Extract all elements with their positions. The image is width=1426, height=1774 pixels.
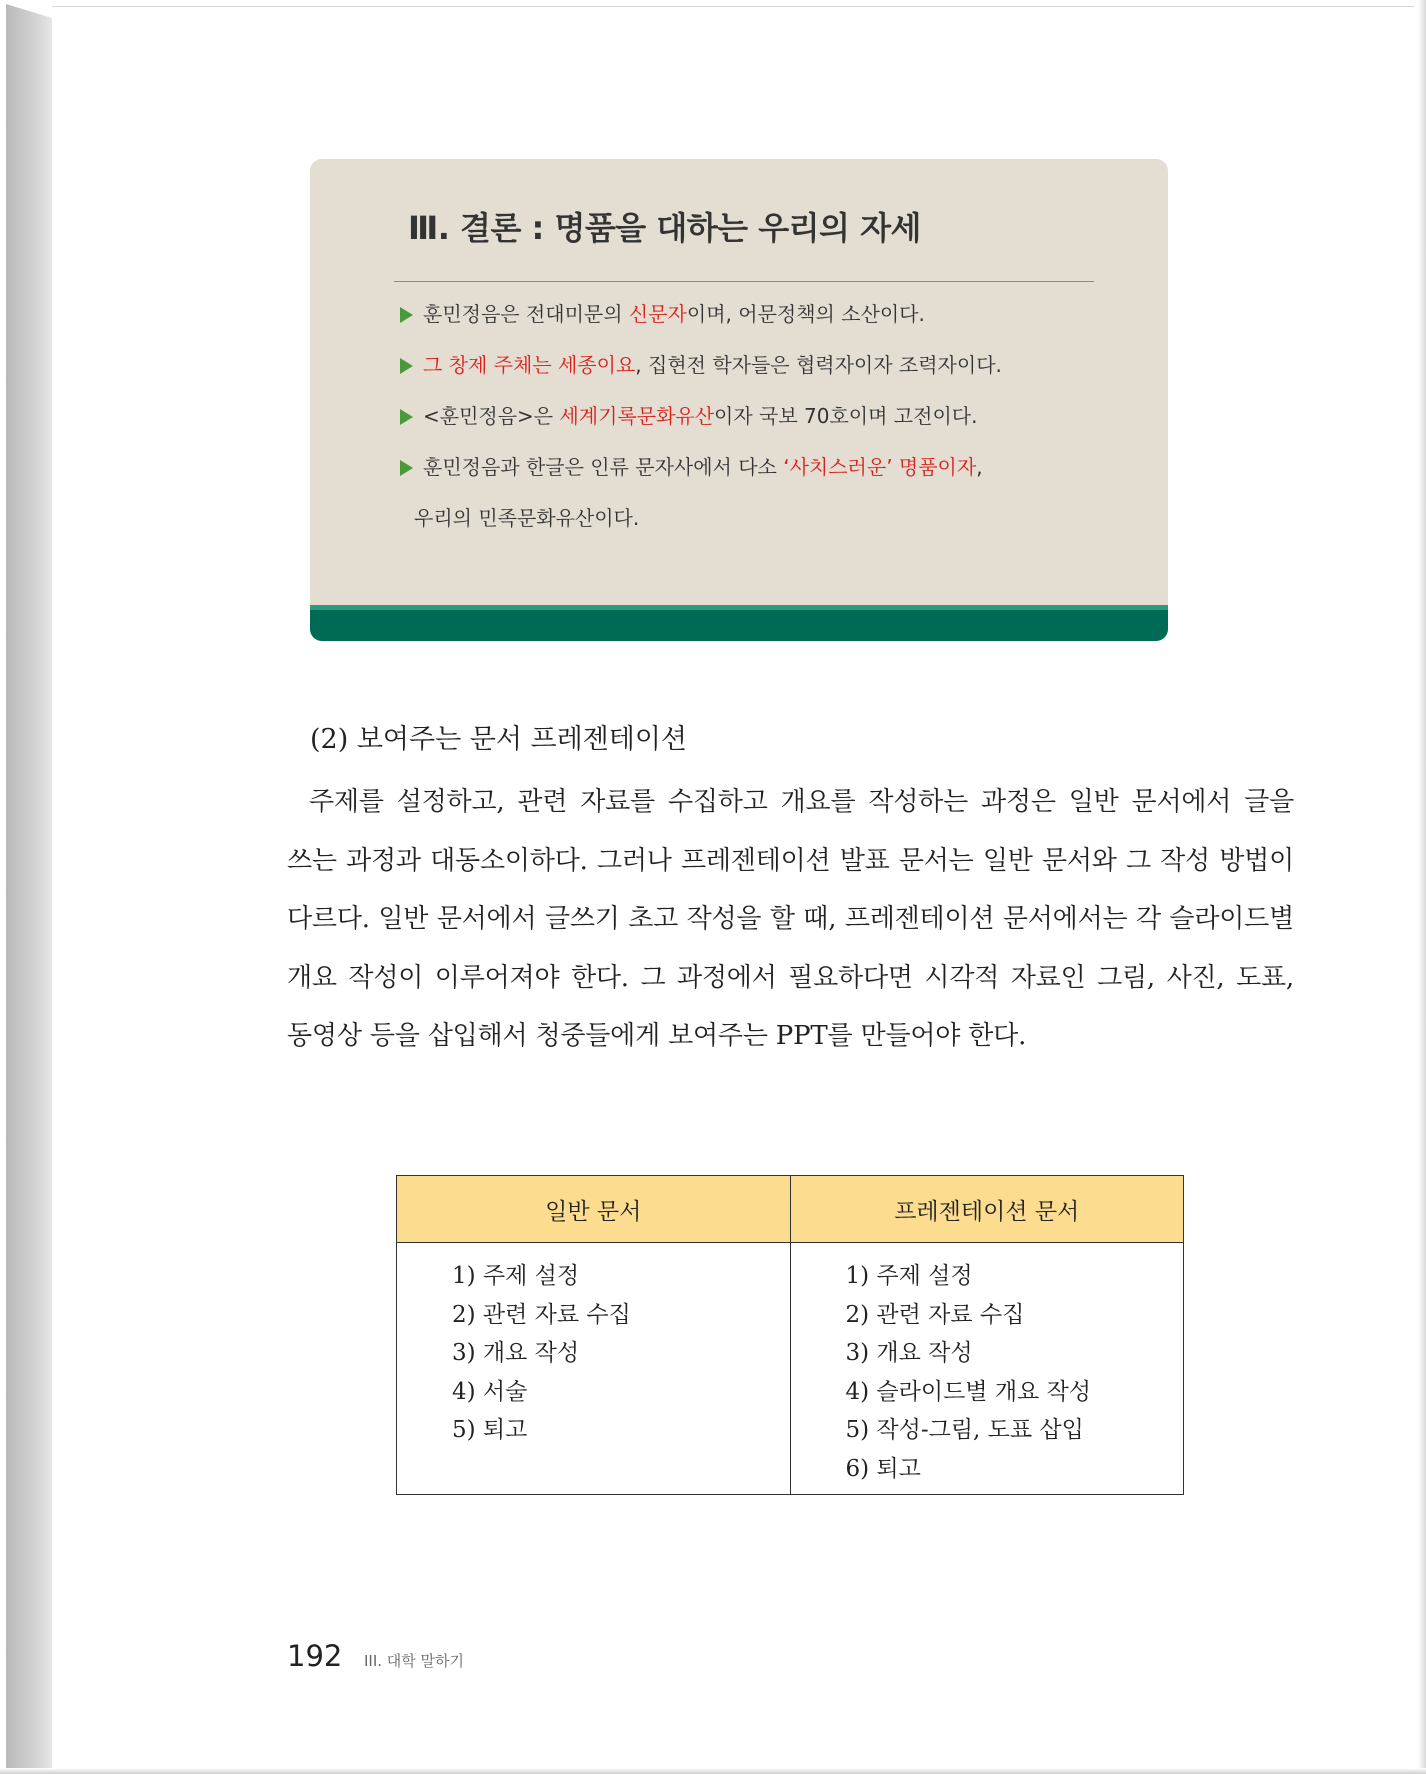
- triangle-bullet-icon: [400, 358, 413, 374]
- table-cell-presentation: [790, 1243, 1184, 1495]
- bullet-text: 훈민정음은 전대미문의: [423, 302, 629, 326]
- presentation-steps-list: [846, 1257, 1184, 1488]
- page-number: 192: [287, 1639, 343, 1673]
- slide-divider: [394, 281, 1094, 282]
- triangle-bullet-icon: [400, 460, 413, 476]
- page-edge-right: [1418, 0, 1426, 1774]
- book-page: [52, 6, 1414, 1769]
- slide-bullet: [400, 391, 1140, 442]
- slide-bullet: [400, 340, 1140, 391]
- table-header-presentation: 프레젠테이션 문서: [790, 1176, 1184, 1243]
- list-item: 5) 작성-그림, 도표 삽입: [845, 1417, 1084, 1443]
- section-heading: (2) 보여주는 문서 프레젠테이션: [310, 724, 687, 755]
- triangle-bullet-icon: [400, 307, 413, 323]
- table-row: [397, 1243, 1184, 1495]
- list-item: 2) 관련 자료 수집: [845, 1301, 1025, 1328]
- comparison-table: [396, 1175, 1184, 1495]
- list-item: 5) 퇴고: [452, 1417, 528, 1443]
- list-item: 4) 슬라이드별 개요 작성: [845, 1378, 1092, 1405]
- table-cell-general: [397, 1243, 791, 1495]
- bullet-highlight: 세계기록문화유산: [559, 404, 715, 428]
- bullet-text: 훈민정음과 한글은 인류 문자사에서 다소: [423, 455, 784, 479]
- list-item: 2) 관련 자료 수집: [452, 1301, 631, 1328]
- list-item: 4) 서술: [452, 1378, 528, 1405]
- list-item: 3) 개요 작성: [452, 1340, 580, 1366]
- slide-title: Ⅲ. 결론 : 명품을 대하는 우리의 자세: [408, 209, 921, 247]
- list-item: 6) 퇴고: [845, 1455, 921, 1482]
- body-paragraph: 주제를 설정하고, 관련 자료를 수집하고 개요를 작성하는 과정은 일반 문서에서 글을 쓰는 과정과 대동소이하다. 그러나 프레젠테이션 발표 문서는 일반 문서와 그 작성 방법이 다르다. 일반 문서에서 글쓰기 초고 작성을 할 때, 프레젠테이션 문서에서는 각 슬라이드별 개요 작성이 이루어져야 한다. 그 과정에서 필요하다면 시각적 자료인 그림, 사진, 도표, 동영상 등을 삽입해서 청중들에게 보여주는 PPT를 만들어야 한다.: [287, 787, 1294, 1051]
- table-header-row: [397, 1176, 1184, 1243]
- bullet-highlight: ‘사치스러운’ 명품이자: [783, 455, 977, 479]
- list-item: 3) 개요 작성: [845, 1340, 973, 1366]
- list-item: 1) 주제 설정: [452, 1263, 580, 1289]
- book-spine: [6, 4, 52, 1768]
- slide-band: [310, 610, 1168, 641]
- bullet-text: ,: [976, 455, 983, 479]
- bullet-text: 이자 국보 70호이며 고전이다.: [714, 404, 978, 428]
- general-steps-list: [452, 1257, 790, 1450]
- slide-bullet-list: [400, 289, 1140, 544]
- running-head: III. 대학 말하기: [364, 1652, 465, 1670]
- slide-bullet-continuation: 우리의 민족문화유산이다.: [414, 506, 640, 530]
- bullet-highlight: 그 창제 주체는 세종이요: [423, 353, 636, 377]
- bullet-highlight: 신문자: [628, 302, 687, 326]
- bullet-text: <훈민정음>은: [423, 404, 560, 428]
- list-item: 1) 주제 설정: [845, 1263, 973, 1289]
- slide-bullet: [400, 289, 1140, 340]
- slide-box: [310, 159, 1168, 641]
- bullet-text: , 집현전 학자들은 협력자이자 조력자이다.: [635, 353, 1002, 377]
- slide-bullet: [400, 442, 1140, 493]
- table-header-general: 일반 문서: [397, 1176, 791, 1243]
- triangle-bullet-icon: [400, 409, 413, 425]
- bullet-text: 이며, 어문정책의 소산이다.: [686, 302, 925, 326]
